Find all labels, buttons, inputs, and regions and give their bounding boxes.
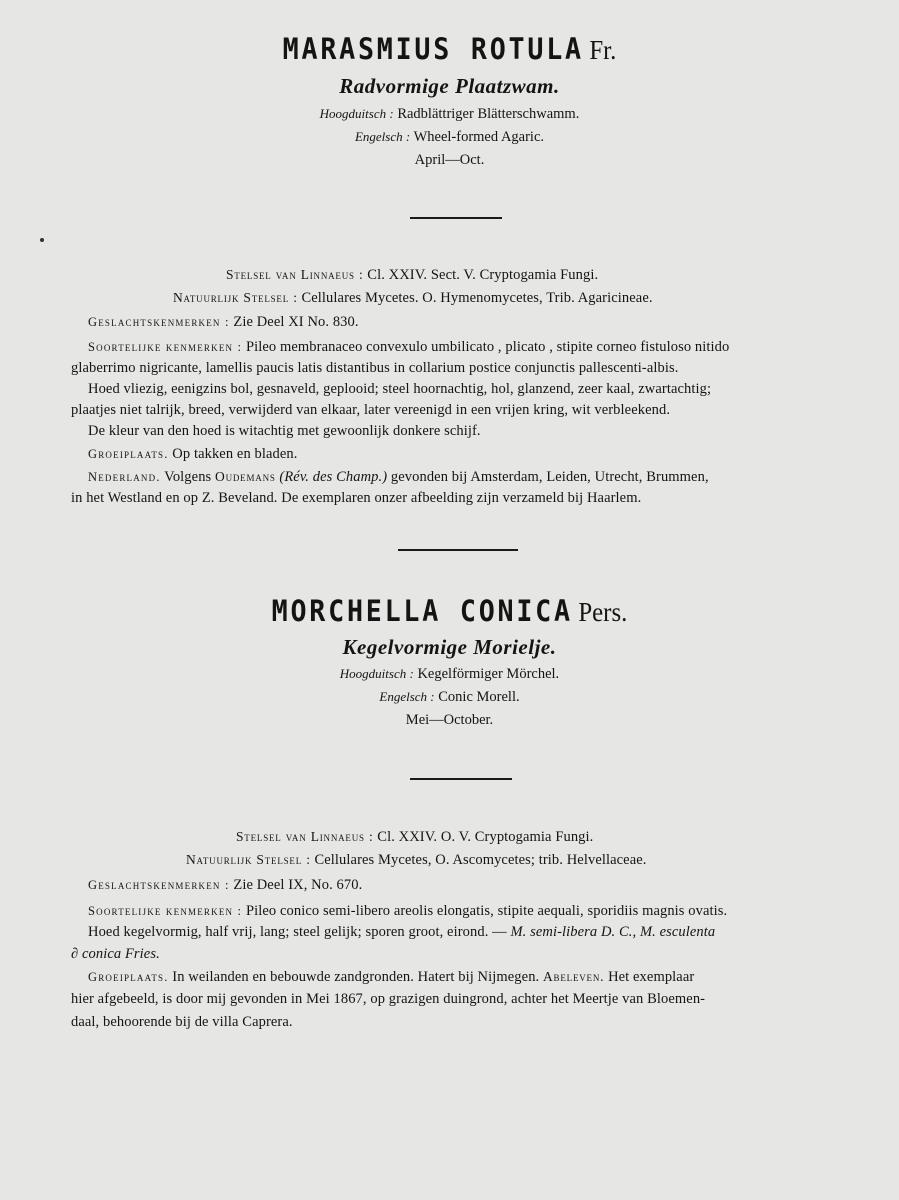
natuurlijk-1: Natuurlijk Stelsel : Cellulares Mycetes. O. Hymenomycetes, Trib. Agaricineae. xyxy=(173,290,653,306)
nederland-1: Nederland. Volgens Oudemans (Rév. des Champ.) gevonden bij Amsterdam, Leiden, Utrecht, Brummen, xyxy=(88,469,709,485)
months-1: April—Oct. xyxy=(414,152,485,168)
natuurlijk-2: Natuurlijk Stelsel : Cellulares Mycetes, O. Ascomycetes; trib. Helvellaceae. xyxy=(186,852,647,868)
soort-2: Soortelijke kenmerken : Pileo conico semi-libero areolis elongatis, stipite aequali, sporidiis magnis ovatis. xyxy=(88,903,728,919)
species-title-2: MORCHELLA CONICA Pers. xyxy=(271,594,628,628)
stelsel-1: Stelsel van Linnaeus : Cl. XXIV. Sect. V. Cryptogamia Fungi. xyxy=(226,267,599,283)
speck xyxy=(40,238,44,242)
divider-1 xyxy=(410,217,502,219)
species-title-1: MARASMIUS ROTULA Fr. xyxy=(282,32,617,66)
desc-1-line2: plaatjes niet talrijk, breed, verwijderd van elkaar, later vereenigd in een vrijen kring, wit verbleekend. xyxy=(71,402,671,418)
desc-2: Hoed kegelvormig, half vrij, lang; steel gelijk; sporen groot, eirond. — M. semi-libera D. C., M. esculenta xyxy=(88,924,716,940)
german-name-1: Hoogduitsch : Radblättriger Blätterschwamm. xyxy=(319,106,580,122)
groei-2-line2: hier afgebeeld, is door mij gevonden in Mei 1867, op grazigen duingrond, achter het Meertje van Bloemen- xyxy=(71,991,706,1007)
dutch-name-2: Kegelvormige Morielje. xyxy=(342,635,557,659)
soort-1: Soortelijke kenmerken : Pileo membranaceo convexulo umbilicato , plicato , stipite corneo fistuloso nitido xyxy=(88,339,730,355)
dutch-name-1: Radvormige Plaatzwam. xyxy=(339,74,560,98)
divider-3 xyxy=(410,778,512,780)
months-2: Mei—October. xyxy=(405,712,494,728)
english-name-1: Engelsch : Wheel-formed Agaric. xyxy=(354,129,545,145)
divider-2 xyxy=(398,549,518,551)
groei-2-line3: daal, behoorende bij de villa Caprera. xyxy=(71,1014,293,1030)
english-name-2: Engelsch : Conic Morell. xyxy=(379,689,520,705)
desc-1-line3: De kleur van den hoed is witachtig met gewoonlijk donkere schijf. xyxy=(88,423,481,439)
groei-2: Groeiplaats. In weilanden en bebouwde zandgronden. Hatert bij Nijmegen. Abeleven. Het exemplaar xyxy=(88,969,695,985)
stelsel-2: Stelsel van Linnaeus : Cl. XXIV. O. V. Cryptogamia Fungi. xyxy=(236,829,594,845)
german-name-2: Hoogduitsch : Kegelförmiger Mörchel. xyxy=(339,666,560,682)
desc-1-line1: Hoed vliezig, eenigzins bol, gesnaveld, geplooid; steel hoornachtig, hol, glanzend, zeer kaal, zwartachtig; xyxy=(88,381,712,397)
geslacht-2: Geslachtskenmerken : Zie Deel IX, No. 670. xyxy=(88,877,363,893)
nederland-1-line2: in het Westland en op Z. Beveland. De exemplaren onzer afbeelding zijn verzameld bij Haarlem. xyxy=(71,490,642,506)
desc-2-line2: ∂ conica Fries. xyxy=(71,946,160,962)
soort-1-line2: glaberrimo nigricante, lamellis paucis latis distantibus in collarium postice conjunctis pallescenti-albis. xyxy=(71,360,679,376)
groei-1: Groeiplaats. Op takken en bladen. xyxy=(88,446,298,462)
geslacht-1: Geslachtskenmerken : Zie Deel XI No. 830. xyxy=(88,314,359,330)
